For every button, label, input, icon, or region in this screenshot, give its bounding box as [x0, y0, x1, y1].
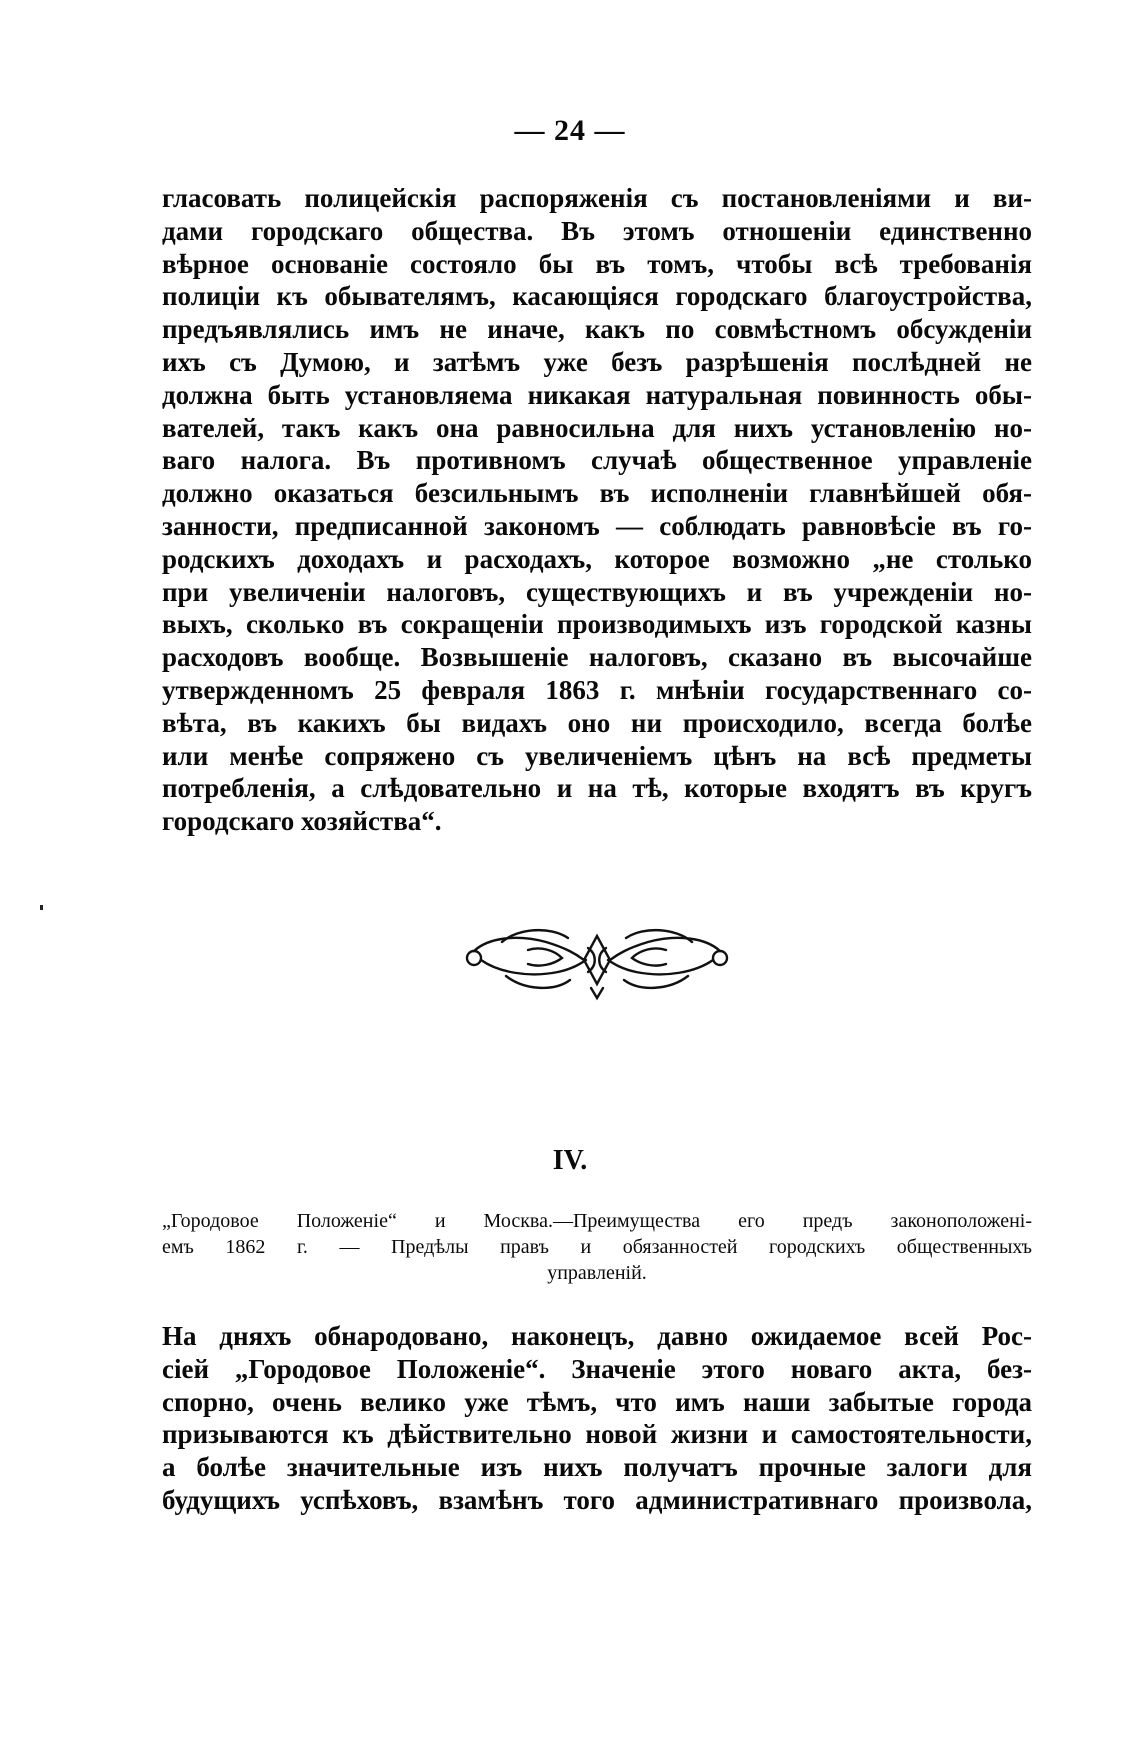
summary-line: управленій. [547, 1262, 647, 1284]
text-line: должна быть установляема никакая натуральная повинность обы- [162, 379, 1032, 410]
text-line: городскаго хозяйства“. [162, 806, 442, 837]
text-line: ваго налога. Въ противномъ случаѣ общественное управленіе [162, 445, 1032, 476]
text-line: должно оказаться безсильнымъ въ исполненіи главнѣйшей обя- [162, 478, 1032, 509]
text-line: выхъ, сколько въ сокращеніи производимыхъ изъ городской казны [162, 609, 1032, 640]
summary-line: „Городовое Положеніе“ и Москва.—Преимущества его предъ законоположені- [162, 1210, 1032, 1232]
text-line: при увеличеніи налоговъ, существующихъ и въ учрежденіи но- [162, 576, 1032, 607]
text-line: гласовать полицейскія распоряженія съ постановленіями и ви- [162, 183, 1032, 213]
text-line: спорно, очень велико уже тѣмъ, что имъ наши забытые города [162, 1386, 1032, 1417]
text-line: вѣта, въ какихъ бы видахъ оно ни происходило, всегда болѣе [162, 707, 1032, 738]
text-line: сіей „Городовое Положеніе“. Значеніе этого новаго акта, без- [162, 1353, 1032, 1384]
text-line: На дняхъ обнародовано, наконецъ, давно ожидаемое всей Рос- [162, 1321, 1032, 1351]
text-line: утвержденномъ 25 февраля 1863 г. мнѣніи государственнаго со- [162, 674, 1032, 705]
text-line: или менѣе сопряжено съ увеличеніемъ цѣнъ на всѣ предметы [162, 740, 1032, 771]
text-line: предъявлялись имъ не иначе, какъ по совмѣстномъ обсужденіи [162, 314, 1032, 345]
text-line: призываются къ дѣйствительно новой жизни и самостоятельности, [162, 1419, 1032, 1450]
decorative-scroll-ornament-icon [458, 920, 736, 1002]
chapter-summary [162, 1208, 1032, 1286]
paragraph [162, 1320, 1032, 1517]
text-line: будущихъ успѣховъ, взамѣнъ того административнаго произвола, [162, 1484, 1032, 1515]
text-line: занности, предписанной закономъ — соблюдать равновѣсіе въ го- [162, 510, 1032, 541]
text-line: а болѣе значительные изъ нихъ получатъ прочные залоги для [162, 1452, 1032, 1483]
summary-line: емъ 1862 г. — Предѣлы правъ и обязанностей городскихъ общественныхъ [162, 1236, 1032, 1258]
chapter-number: IV. [552, 1145, 588, 1176]
text-line: вателей, такъ какъ она равносильна для нихъ установленію но- [162, 412, 1032, 443]
text-line: расходовъ вообще. Возвышеніе налоговъ, сказано въ высочайше [162, 642, 1032, 673]
text-line: дами городскаго общества. Въ этомъ отношеніи единственно [162, 215, 1032, 246]
text-line: ихъ съ Думою, и затѣмъ уже безъ разрѣшенія послѣдней не [162, 346, 1032, 377]
text-line: полиціи къ обывателямъ, касающіяся городскаго благоустройства, [162, 281, 1032, 312]
paragraph-continued [162, 182, 1032, 838]
text-line: родскихъ доходахъ и расходахъ, которое возможно „не столько [162, 543, 1032, 574]
print-speck [40, 905, 43, 910]
text-line: потребленія, а слѣдовательно и на тѣ, которые входятъ въ кругъ [162, 773, 1032, 804]
text-line: вѣрное основаніе состояло бы въ томъ, чтобы всѣ требованія [162, 248, 1032, 279]
page-number: — 24 — [514, 114, 626, 147]
